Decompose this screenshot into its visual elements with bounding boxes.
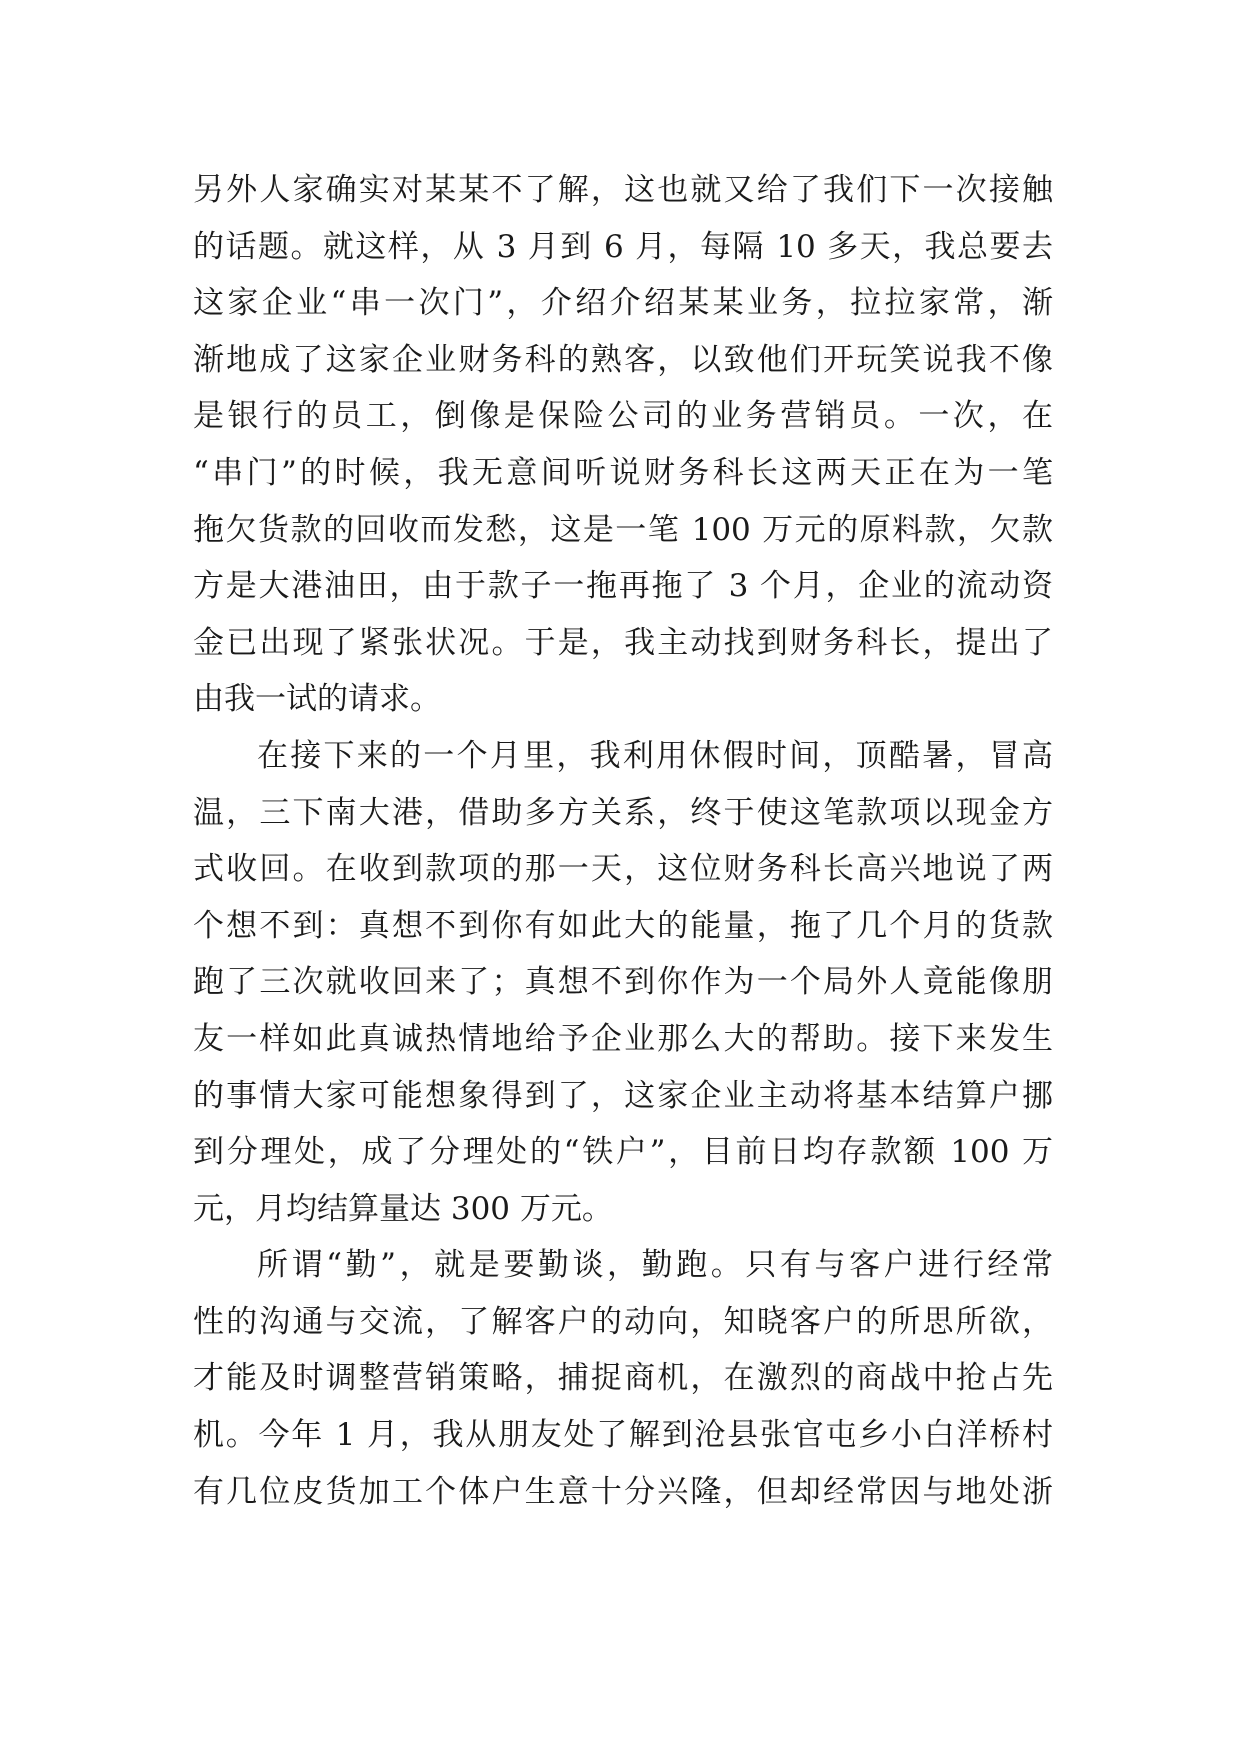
paragraph-line: 拖欠货款的回收而发愁，这是一笔 100 万元的原料款，欠款 (193, 511, 1053, 548)
paragraph-line: 渐地成了这家企业财务科的熟客，以致他们开玩笑说我不像 (193, 341, 1053, 378)
paragraph-line: 方是大港油田，由于款子一拖再拖了 3 个月，企业的流动资 (193, 568, 1053, 605)
paragraph-line: 所谓“勤”，就是要勤谈，勤跑。只有与客户进行经常 (257, 1247, 1053, 1284)
paragraph-line: 由我一试的请求。 (193, 681, 441, 718)
paragraph-line: 这家企业“串一次门”，介绍介绍某某业务，拉拉家常，渐 (193, 285, 1053, 322)
paragraph-line: 在接下来的一个月里，我利用休假时间，顶酷暑，冒高 (257, 737, 1053, 774)
paragraph-line: 的话题。就这样，从 3 月到 6 月，每隔 10 多天，我总要去 (193, 228, 1053, 265)
paragraph-line: 温，三下南大港，借助多方关系，终于使这笔款项以现金方 (193, 794, 1053, 831)
paragraph-line: “串门”的时候，我无意间听说财务科长这两天正在为一笔 (193, 454, 1053, 491)
paragraph-line: 的事情大家可能想象得到了，这家企业主动将基本结算户挪 (193, 1077, 1053, 1114)
paragraph-line: 跑了三次就收回来了；真想不到你作为一个局外人竟能像朋 (193, 964, 1053, 1001)
paragraph-line: 个想不到：真想不到你有如此大的能量，拖了几个月的货款 (193, 907, 1053, 944)
paragraph-line: 元，月均结算量达 300 万元。 (193, 1190, 613, 1227)
paragraph-line: 金已出现了紧张状况。于是，我主动找到财务科长，提出了 (193, 624, 1053, 661)
paragraph-line: 性的沟通与交流，了解客户的动向，知晓客户的所思所欲， (193, 1303, 1053, 1340)
paragraph-line: 有几位皮货加工个体户生意十分兴隆，但却经常因与地处浙 (193, 1473, 1053, 1510)
document-body (193, 162, 1053, 1520)
paragraph-line: 机。今年 1 月，我从朋友处了解到沧县张官屯乡小白洋桥村 (193, 1417, 1053, 1454)
paragraph-line: 是银行的员工，倒像是保险公司的业务营销员。一次，在 (193, 398, 1053, 435)
paragraph-line: 友一样如此真诚热情地给予企业那么大的帮助。接下来发生 (193, 1020, 1053, 1057)
paragraph-line: 式收回。在收到款项的那一天，这位财务科长高兴地说了两 (193, 851, 1053, 888)
paragraph-line: 才能及时调整营销策略，捕捉商机，在激烈的商战中抢占先 (193, 1360, 1053, 1397)
paragraph-line: 到分理处，成了分理处的“铁户”，目前日均存款额 100 万 (193, 1134, 1053, 1171)
paragraph-line: 另外人家确实对某某不了解，这也就又给了我们下一次接触 (193, 172, 1053, 208)
